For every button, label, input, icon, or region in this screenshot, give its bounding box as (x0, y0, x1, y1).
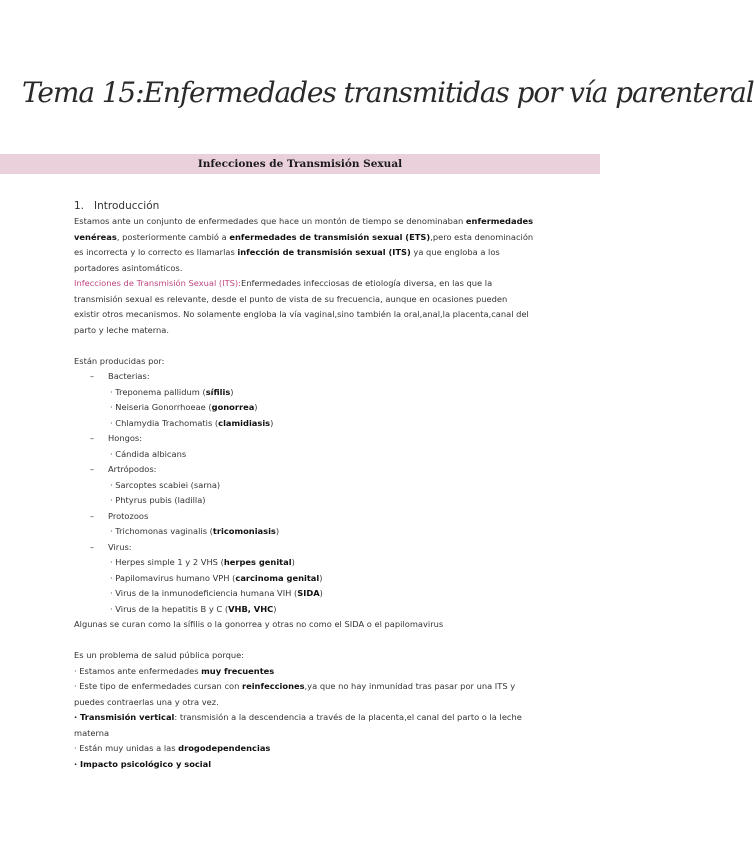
group-name: – Artrópodos: (74, 462, 534, 478)
definition-paragraph (74, 276, 534, 338)
intro-text-3: ,pero esta denominación es incorrecta y lo correcto es llamarlas (74, 231, 534, 257)
definition-text: Enfermedades infecciosas de etiología diversa, en las que la transmisión sexual es relevante, desde el punto de vista de su frecuencia, aunque en ocasiones pueden existir otros mecanismos. No solamente engloba la vía vaginal,sino también la oral,anal,la placenta,canal del parto y leche materna. (74, 278, 529, 335)
intro-bold-3: infección de transmisión sexual (ITS) (237, 247, 411, 257)
document-body (74, 198, 534, 772)
intro-text-4: ya que engloba a los portadores asintomáticos. (74, 247, 500, 273)
group-name: – Protozoos (74, 509, 534, 525)
public-health-point: · Transmisión vertical: transmisión a la descendencia a través de la placenta,el canal del parto o la leche materna (74, 712, 522, 738)
public-health-point: · Estamos ante enfermedades muy frecuentes (74, 665, 275, 676)
intro-bold-2: enfermedades de transmisión sexual (ETS) (229, 231, 431, 242)
section-heading-text: Introducción (94, 200, 160, 212)
spacer (74, 338, 534, 354)
public-health-point: · Este tipo de enfermedades cursan con reinfecciones,ya que no hay inmunidad tras pasar por una ITS y puedes contraerlas una y otra vez. (74, 681, 516, 707)
group-item: · Virus de la inmunodeficiencia humana VIH (SIDA) (110, 588, 323, 598)
group-name: – Virus: (74, 540, 534, 556)
causes-intro: Están producidas por: (74, 355, 165, 366)
intro-paragraph (74, 214, 534, 276)
group-item: · Herpes simple 1 y 2 VHS (herpes genital) (110, 557, 295, 567)
group-name: – Hongos: (74, 431, 534, 447)
group-item: · Chlamydia Trachomatis (clamidiasis) (110, 417, 274, 428)
intro-text-1: Estamos ante un conjunto de enfermedades que hace un montón de tiempo se denominaban (74, 216, 466, 226)
section-number: 1. (74, 200, 85, 212)
intro-bold-1: enfermedades venéreas (74, 216, 534, 242)
groups-list (74, 369, 534, 617)
group-item: · Virus de la hepatitis B y C (VHB, VHC) (110, 603, 277, 614)
public-health-point: · Impacto psicológico y social (74, 758, 212, 769)
band-title: Infecciones de Transmisión Sexual (197, 158, 403, 170)
cure-note: Algunas se curan como la sífilis o la gonorrea y otras no como el SIDA o el papilomavirus (74, 619, 444, 629)
intro-text-2: , posteriormente cambió a (116, 231, 230, 242)
group-item: · Papilomavirus humano VPH (carcinoma genital) (110, 572, 323, 583)
group-item: · Phtyrus pubis (ladilla) (110, 495, 206, 505)
group-item: · Treponema pallidum (sífilis) (110, 386, 234, 397)
section-heading (74, 198, 534, 214)
public-health-intro: Es un problema de salud pública porque: (74, 650, 245, 660)
group-item: · Sarcoptes scabiei (sarna) (110, 479, 221, 490)
group-name: – Bacterias: (74, 369, 534, 385)
spacer (74, 633, 534, 649)
page-title: Tema 15:Enfermedades transmitidas por vía parenteral (22, 76, 754, 109)
group-item: · Neiseria Gonorrhoeae (gonorrea) (110, 402, 258, 412)
public-health-point: · Están muy unidas a las drogodependencias (74, 743, 271, 753)
definition-term: Infecciones de Transmisión Sexual (ITS): (74, 278, 241, 288)
group-item: · Cándida albicans (110, 448, 187, 459)
group-item: · Trichomonas vaginalis (tricomoniasis) (110, 526, 280, 536)
